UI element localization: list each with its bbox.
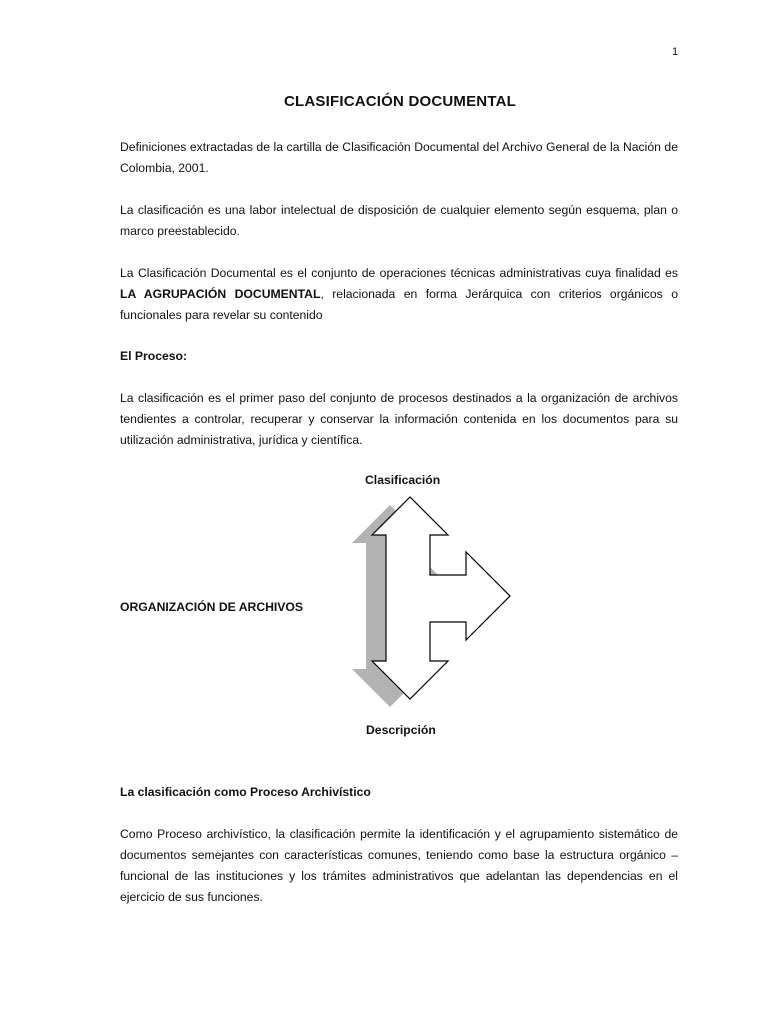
heading-el-proceso: El Proceso: (120, 349, 188, 363)
paragraph-text-start: La Clasificación Documental es el conjunto de operaciones técnicas administrativas cuya finalidad es (120, 266, 678, 280)
diagram-label-clasificacion: Clasificación (365, 473, 441, 487)
paragraph-definitions-source: Definiciones extractadas de la cartilla de Clasificación Documental del Archivo General de la Nación de Colombia, 2001. (120, 140, 678, 175)
emphasis-agrupacion-documental: LA AGRUPACIÓN DOCUMENTAL (120, 287, 321, 301)
process-arrow-graphic (340, 495, 530, 715)
page-title: CLASIFICACIÓN DOCUMENTAL (283, 93, 516, 110)
diagram-label-descripcion: Descripción (366, 723, 436, 737)
heading-proceso-archivistico: La clasificación como Proceso Archivístico (120, 785, 371, 799)
paragraph-archival-process: Como Proceso archivístico, la clasificación permite la identificación y el agrupamiento sistemático de documentos semejantes con características comunes, teniendo como base la estructura orgánico – funcional de las instituciones y los trámites administrativos que adelantan las dependencias en el ejercicio de sus funciones. (120, 827, 678, 904)
paragraph-documentary-classification (120, 263, 678, 326)
paragraph-process-description: La clasificación es el primer paso del conjunto de procesos destinados a la organización de archivos tendientes a controlar, recuperar y conservar la información contenida en los documentos para su utilización administrativa, jurídica y científica. (120, 391, 678, 447)
diagram-label-organizacion: ORGANIZACIÓN DE ARCHIVOS (120, 600, 304, 614)
arrow-diagram (340, 495, 530, 720)
paragraph-classification-definition: La clasificación es una labor intelectual de disposición de cualquier elemento según esquema, plan o marco preestablecido. (120, 203, 678, 238)
paragraph-text-end: , relacionada en forma Jerárquica con criterios orgánicos o funcionales para revelar su contenido (120, 287, 678, 322)
arrow-shape (372, 497, 510, 699)
page-number: 1 (672, 46, 679, 58)
